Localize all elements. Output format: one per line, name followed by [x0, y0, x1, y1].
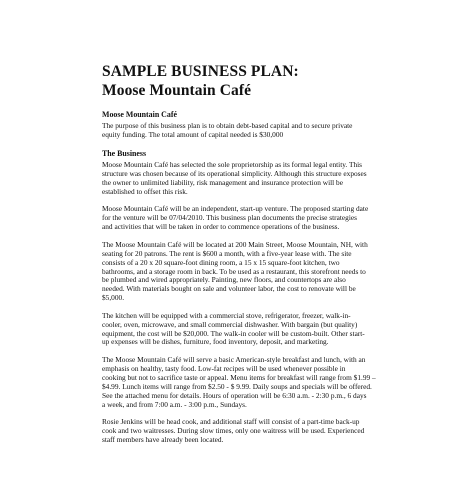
text-line: up expenses will be dishes, furniture, food inventory, deposit, and marketing. — [102, 337, 329, 347]
document-title — [102, 62, 299, 100]
text-line: The kitchen will be equipped with a commercial stove, refrigerator, freezer, walk-in- — [102, 310, 351, 320]
section-heading-overview: Moose Mountain Café — [102, 110, 177, 119]
text-line: bathrooms, and a storage room in back. To be used as a restaurant, this storefront needs to — [102, 266, 366, 276]
text-line: The Moose Mountain Café will serve a basic American-style breakfast and lunch, with an — [102, 355, 366, 365]
text-line: for the venture will be 07/04/2010. This business plan documents the precise strategies — [102, 213, 358, 223]
text-line: Rosie Jenkins will be head cook, and additional staff will consist of a part-time back-up — [102, 417, 360, 427]
paragraph-start-up — [102, 205, 402, 232]
text-line: the owner to unlimited liability, risk management and insurance protection will be — [102, 177, 343, 187]
title-line-1: SAMPLE BUSINESS PLAN: — [102, 63, 299, 80]
text-line: cook and two waitresses. During slow times, only one waitress will be used. Experienced — [102, 426, 365, 436]
text-line: seating for 20 patrons. The rent is $600 a month, with a five-year lease with. The site — [102, 248, 352, 258]
text-line: cooler, oven, microwave, and small commercial dishwasher. With bargain (but quality) — [102, 319, 358, 329]
paragraph-kitchen — [102, 312, 402, 347]
text-line: cooking but not to sacrifice taste or appeal. Menu items for breakfast will range from $1.99 – — [102, 372, 376, 382]
text-line: $5,000. — [102, 293, 125, 303]
paragraph-location — [102, 241, 402, 303]
text-line: equipment, the cost will be $20,000. The walk-in cooler will be custom-built. Other start- — [102, 328, 365, 338]
title-line-2: Moose Mountain Café — [102, 82, 252, 99]
text-line: structure was chosen because of its operational simplicity. Although this structure exposes — [102, 168, 367, 178]
paragraph-legal-entity — [102, 161, 402, 196]
paragraph-menu — [102, 356, 402, 409]
text-line: emphasis on healthy, tasty food. Low-fat recipes will be used whenever possible in — [102, 364, 346, 374]
text-line: Moose Mountain Café has selected the sole proprietorship as its formal legal entity. This — [102, 160, 363, 170]
text-line: established to offset this risk. — [102, 186, 188, 196]
document-body — [102, 110, 402, 445]
text-line: See the attached menu for details. Hours of operation will be 6:30 a.m. - 2:30 p.m., 6 days — [102, 390, 367, 400]
text-line: consists of a 20 x 20 square-foot dining room, a 15 x 15 square-foot kitchen, two — [102, 257, 340, 267]
paragraph-staff — [102, 418, 402, 445]
text-line: equity funding. The total amount of capital needed is $30,000 — [102, 130, 284, 140]
text-line: needed. With materials bought on sale and volunteer labor, the cost to renovate will be — [102, 284, 356, 294]
section-overview — [102, 110, 402, 140]
section-heading-the-business: The Business — [102, 148, 147, 158]
text-line: $4.99. Lunch items will range from $2.50 - $ 9.99. Daily soups and specials will be offered. — [102, 381, 372, 391]
text-line: a week, and from 7:00 a.m. - 3:00 p.m., Sundays. — [102, 399, 247, 409]
section-the-business — [102, 149, 402, 197]
text-line: staff members have already been located. — [102, 435, 224, 445]
text-line: be plumbed and wired appropriately. Painting, new floors, and countertops are also — [102, 275, 346, 285]
text-line: and activities that will be taken in order to commence operations of the business. — [102, 222, 340, 232]
text-line: Moose Mountain Café will be an independent, start-up venture. The proposed starting date — [102, 204, 369, 214]
text-line: The Moose Mountain Café will be located at 200 Main Street, Moose Mountain, NH, with — [102, 240, 368, 249]
text-line: The purpose of this business plan is to obtain debt-based capital and to secure private — [102, 121, 353, 131]
paragraph-purpose — [102, 122, 402, 140]
